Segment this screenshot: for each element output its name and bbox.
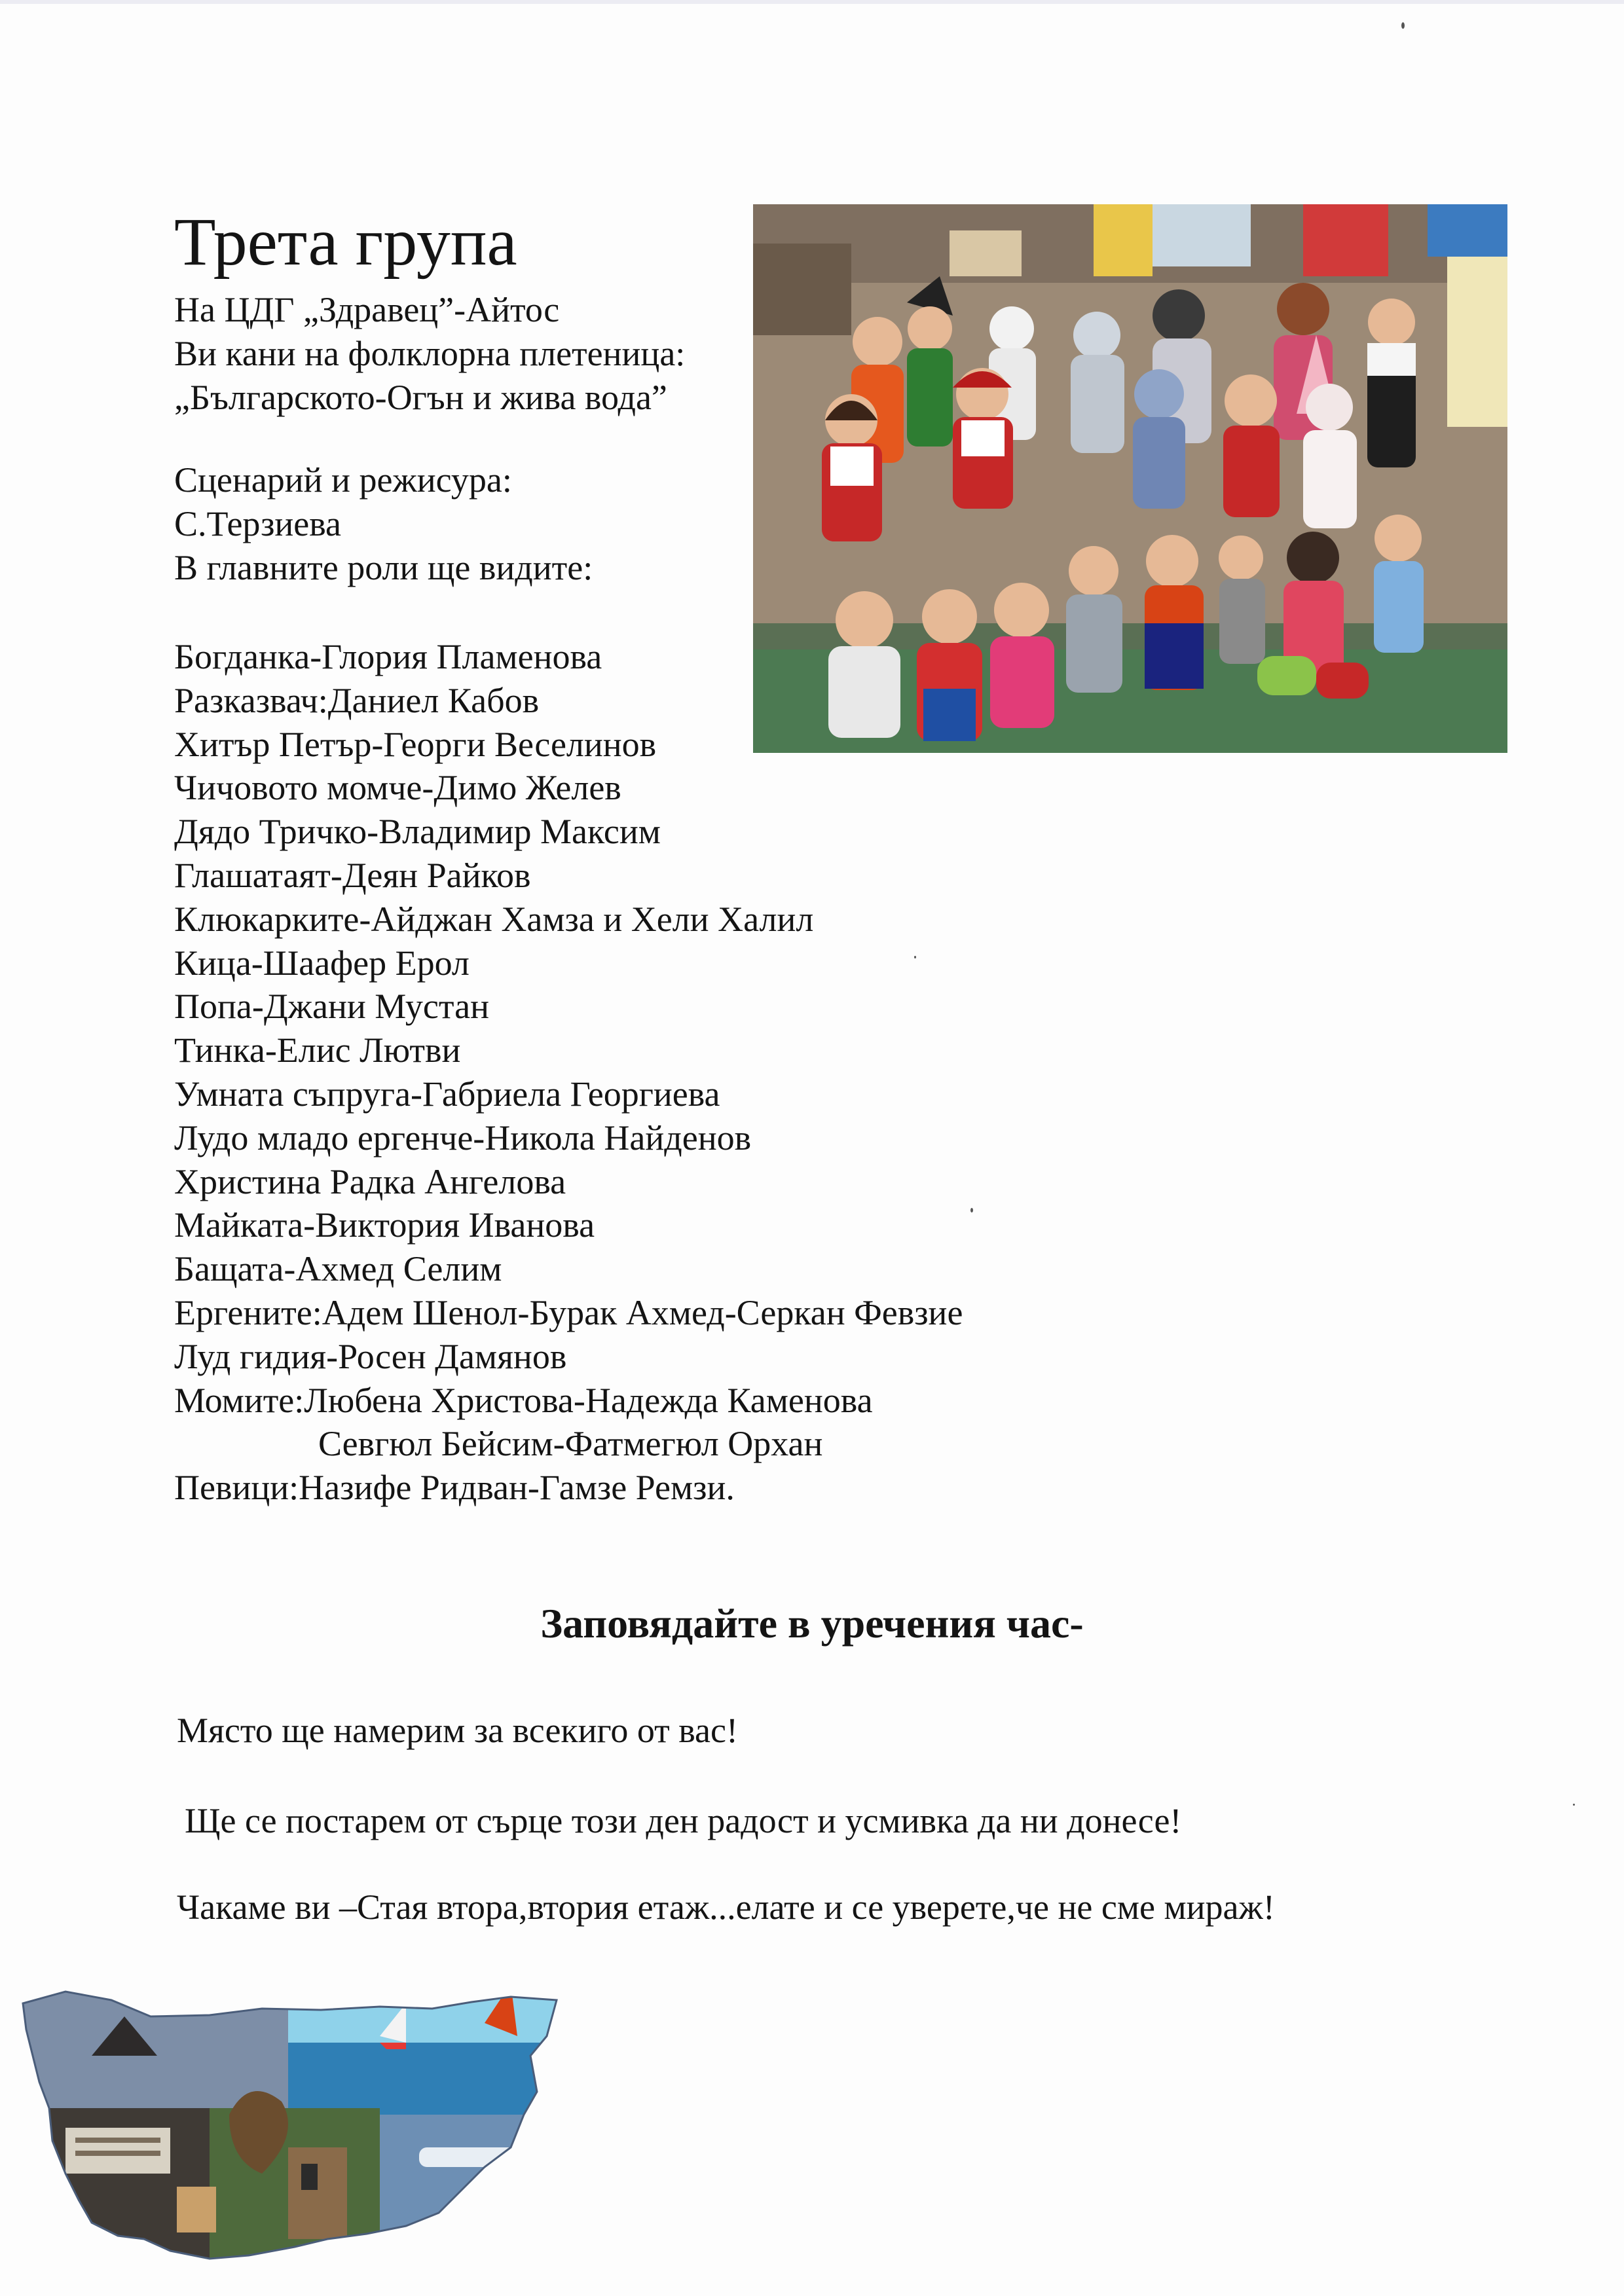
cast-line: Бащата-Ахмед Селим [174, 1249, 502, 1289]
cast-line: Глашатаят-Деян Райков [174, 855, 531, 895]
cast-line: Попа-Джани Мустан [174, 987, 490, 1027]
scan-speck [1573, 1804, 1575, 1806]
group-photo [753, 204, 1507, 753]
page-title: Трета група [174, 204, 517, 280]
closing-line: Място ще намерим за всекиго от вас! [177, 1711, 738, 1750]
cast-line-continued: Севгюл Бейсим-Фатмегюл Орхан [318, 1424, 823, 1464]
cast-intro: В главните роли ще видите: [174, 548, 593, 587]
cast-line: Певици:Назифе Ридван-Гамзе Ремзи. [174, 1468, 735, 1508]
cast-line: Богданка-Глория Пламенова [174, 637, 602, 676]
cast-line: Луд гидия-Росен Дамянов [174, 1336, 567, 1376]
cast-list [174, 635, 963, 1510]
scan-speck [970, 1208, 973, 1212]
director-name: С.Терзиева [174, 504, 342, 543]
cast-line: Кица-Шаафер Ерол [174, 943, 470, 983]
map-collage-illustration [13, 1977, 563, 2265]
cast-line: Ергените:Адем Шенол-Бурак Ахмед-Серкан Февзие [174, 1292, 963, 1332]
cast-line: Христина Радка Ангелова [174, 1161, 566, 1201]
cast-line: Разказвач:Даниел Кабов [174, 680, 540, 720]
invitation-heading: Заповядайте в уречения час- [540, 1600, 1084, 1647]
cast-line: Клюкарките-Айджан Хамза и Хели Халил [174, 899, 814, 939]
cast-line: Майката-Виктория Иванова [174, 1205, 595, 1245]
cast-line: Дядо Тричко-Владимир Максим [174, 812, 661, 852]
bulgaria-map-collage [13, 1977, 563, 2265]
cast-line: Момите:Любена Христова-Надежда Каменова [174, 1380, 873, 1420]
header-lines [174, 288, 685, 420]
cast-line: Чичовото момче-Димо Желев [174, 768, 621, 808]
scan-edge [0, 0, 1624, 4]
cast-line: Тинка-Елис Лютви [174, 1030, 461, 1070]
header-line: На ЦДГ „Здравец”-Айтос [174, 290, 560, 329]
cast-line: Хитър Петър-Георги Веселинов [174, 724, 657, 764]
closing-line: Чакаме ви –Стая втора,втория етаж...елате и се уверете,че не сме мираж! [177, 1887, 1275, 1927]
header-line: „Българското-Огън и жива вода” [174, 378, 667, 417]
group-photo-illustration [753, 204, 1507, 753]
scan-speck [1401, 22, 1405, 29]
header-line: Ви кани на фолклорна плетеница: [174, 334, 686, 373]
cast-line: Лудо младо ергенче-Никола Найденов [174, 1118, 752, 1157]
director-block [174, 458, 593, 590]
director-label: Сценарий и режисура: [174, 460, 512, 500]
cast-line: Умната съпруга-Габриела Георгиева [174, 1074, 720, 1114]
closing-line: Ще се постарем от сърце този ден радост и усмивка да ни донесе! [185, 1801, 1182, 1840]
